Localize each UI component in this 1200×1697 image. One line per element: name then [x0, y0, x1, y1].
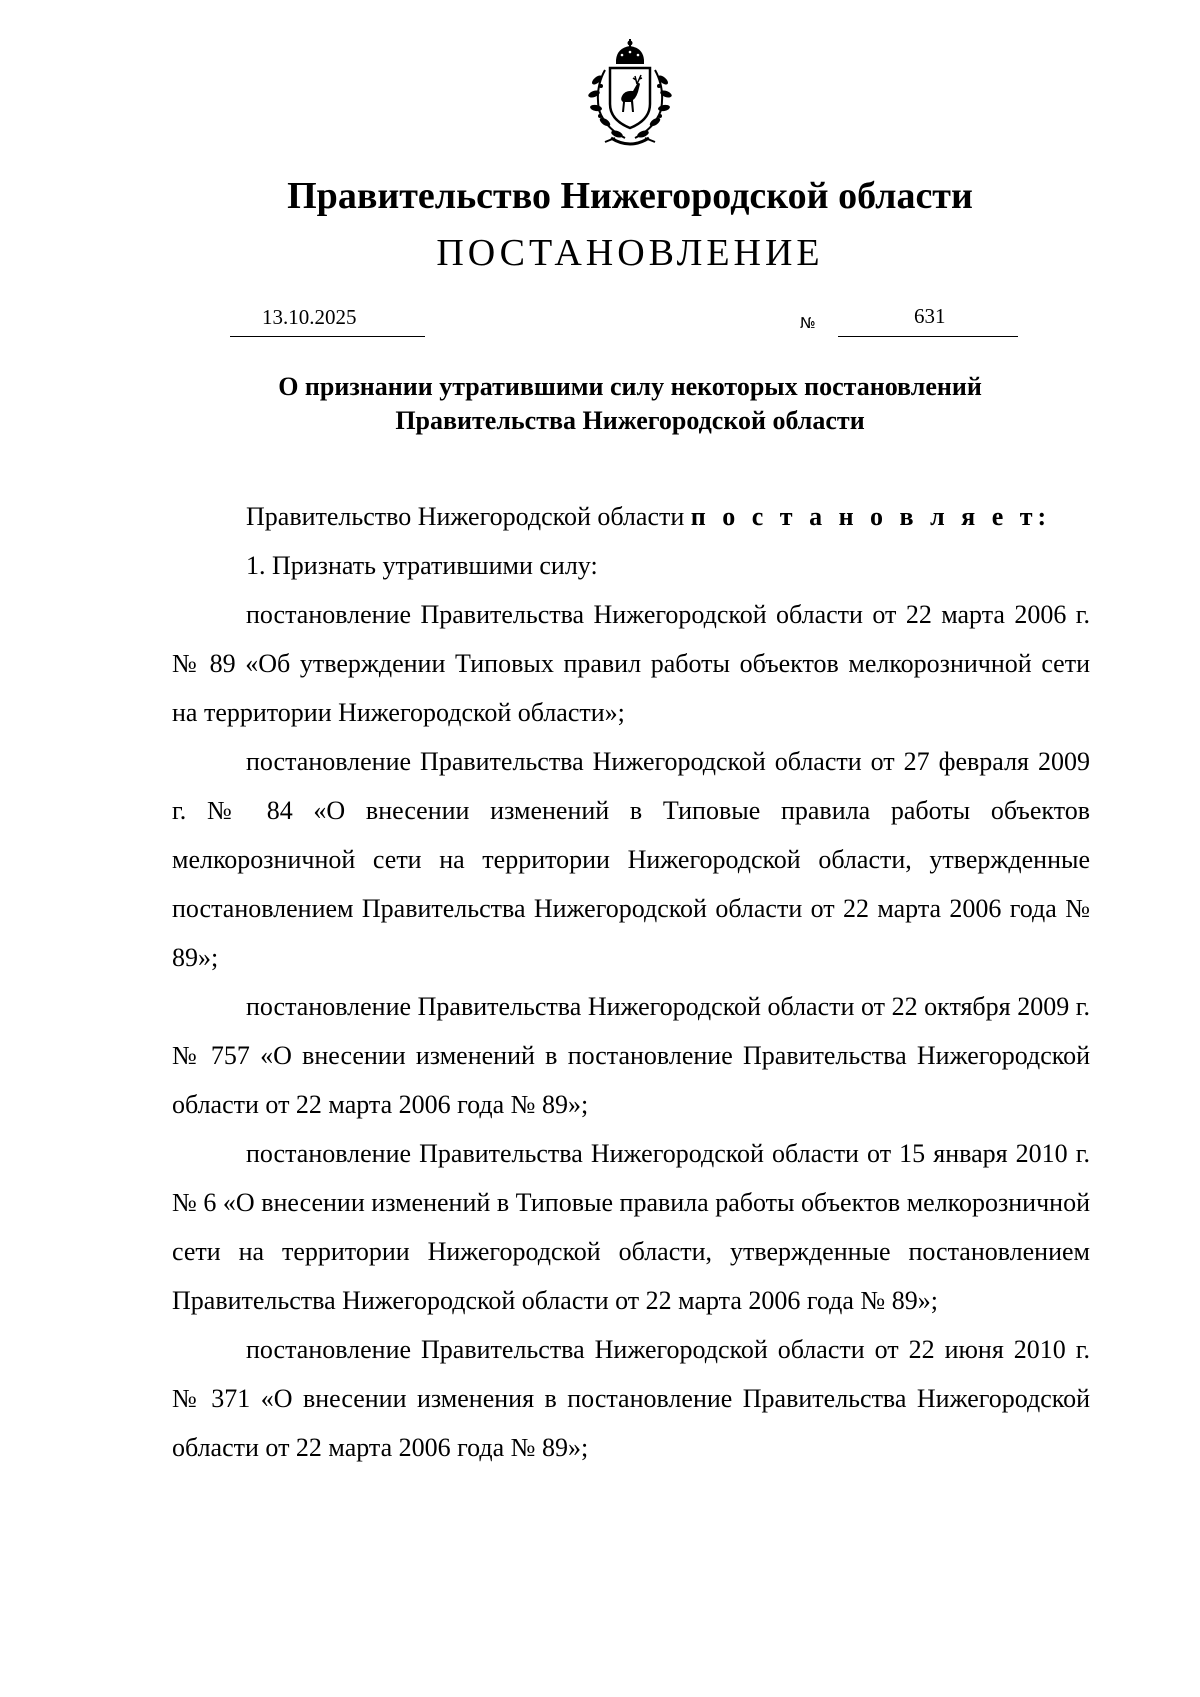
subject-line-1: О признании утратившими силу некоторых постановлений: [278, 372, 982, 401]
decree-paragraph: постановление Правительства Нижегородской области от 22 июня 2010 г. № 371 «О внесении изменения в постановление Правительства Нижегородской области от 22 марта 2006 года № 89»;: [172, 1335, 1090, 1462]
decree-paragraph: постановление Правительства Нижегородской области от 22 октября 2009 г. № 757 «О внесении изменений в постановление Правительства Нижегородской области от 22 марта 2006 года № 89»;: [172, 992, 1090, 1119]
item-1: 1. Признать утратившими силу:: [246, 551, 598, 580]
document-body: [172, 492, 1090, 1472]
document-number: 631: [914, 304, 946, 328]
subject-line-2: Правительства Нижегородской области: [395, 406, 865, 435]
intro-text: Правительство Нижегородской области: [246, 502, 691, 531]
decree-paragraph: постановление Правительства Нижегородской области от 15 января 2010 г. № 6 «О внесении изменений в Типовые правила работы объектов мелкорозничной сети на территории Нижегородской области, утвержденные постановлением Правительства Нижегородской области от 22 марта 2006 года № 89»;: [172, 1139, 1090, 1315]
decree-paragraph: постановление Правительства Нижегородской области от 27 февраля 2009 г. № 84 «О внесении изменений в Типовые правила работы объектов мелкорозничной сети на территории Нижегородской области, утвержденные постановлением Правительства Нижегородской области от 22 марта 2006 года № 89»;: [172, 747, 1090, 972]
nizhny-novgorod-coat-of-arms-icon: [575, 38, 685, 150]
document-date: 13.10.2025: [262, 305, 357, 329]
document-type: ПОСТАНОВЛЕНИЕ: [436, 232, 824, 274]
number-sign: №: [800, 314, 816, 332]
document-subject: [0, 370, 1200, 438]
number-field: [838, 302, 1018, 337]
government-title: Правительство Нижегородской области: [287, 175, 973, 217]
intro-decree: п о с т а н о в л я е т:: [690, 502, 1052, 531]
decree-paragraph: постановление Правительства Нижегородской области от 22 марта 2006 г. № 89 «Об утверждении Типовых правил работы объектов мелкорозничной сети на территории Нижегородской области»;: [172, 600, 1090, 727]
intro-paragraph: [172, 492, 1090, 541]
date-field: [230, 302, 425, 337]
